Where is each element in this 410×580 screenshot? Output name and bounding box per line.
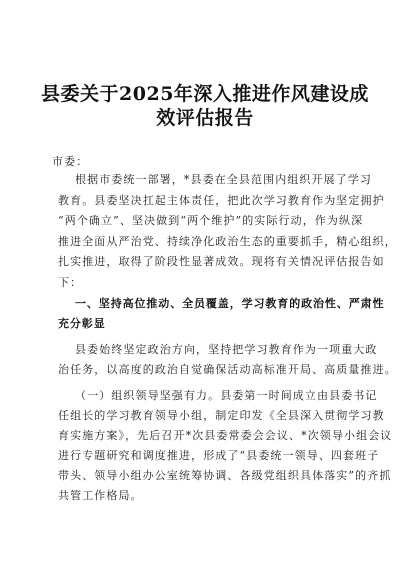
body-text-line: 治任务，以高度的政治自觉确保活动高标准开局、高质量推进。 [58,363,397,376]
body-text-line: 进行专题研究和调度推进，形成了“县委统一领导、四套班子 [58,449,380,462]
section-heading-line: 一、坚持高位推动、全员覆盖，学习教育的政治性、严肃性 [75,297,385,310]
body-text-line: （一）组织领导坚强有力。县委第一时间成立由县委书记 [75,389,378,402]
salutation: 市委： [52,155,89,168]
body-text-line: 育实施方案》，先后召开*次县委常委会会议、*次领导小组会议 [58,429,393,442]
section-heading-line: 充分彰显 [58,317,106,330]
document-title-line-1: 县委关于2025年深入推进作风建设成 [41,83,369,105]
body-text-line: 任组长的学习教育领导小组，制定印发《全县深入贯彻学习教 [58,409,385,422]
body-text-line: 带头、领导小组办公室统筹协调、各级党组织具体落实”的齐抓 [58,469,392,482]
body-text-line: 推进全面从严治党、持续净化政治生态的重要抓手，精心组织， [58,235,397,248]
body-text-line: 扎实推进，取得了阶段性显著成效。现将有关情况评估报告如 [58,255,385,268]
body-text-line: 下： [58,276,83,289]
body-text-line: 共管工作格局。 [58,489,143,502]
body-text-line: 县委始终坚定政治方向，坚持把学习教育作为一项重大政 [75,343,378,356]
body-text-line: 根据市委统一部署，*县委在全县范围内组织开展了学习 [75,173,372,186]
body-text-line: 教育。县委坚决扛起主体责任，把此次学习教育作为坚定拥护 [58,194,385,207]
body-text-line: “两个确立”、坚决做到“两个维护”的实际行动，作为纵深 [58,214,364,227]
document-title-line-2: 效评估报告 [156,107,254,129]
